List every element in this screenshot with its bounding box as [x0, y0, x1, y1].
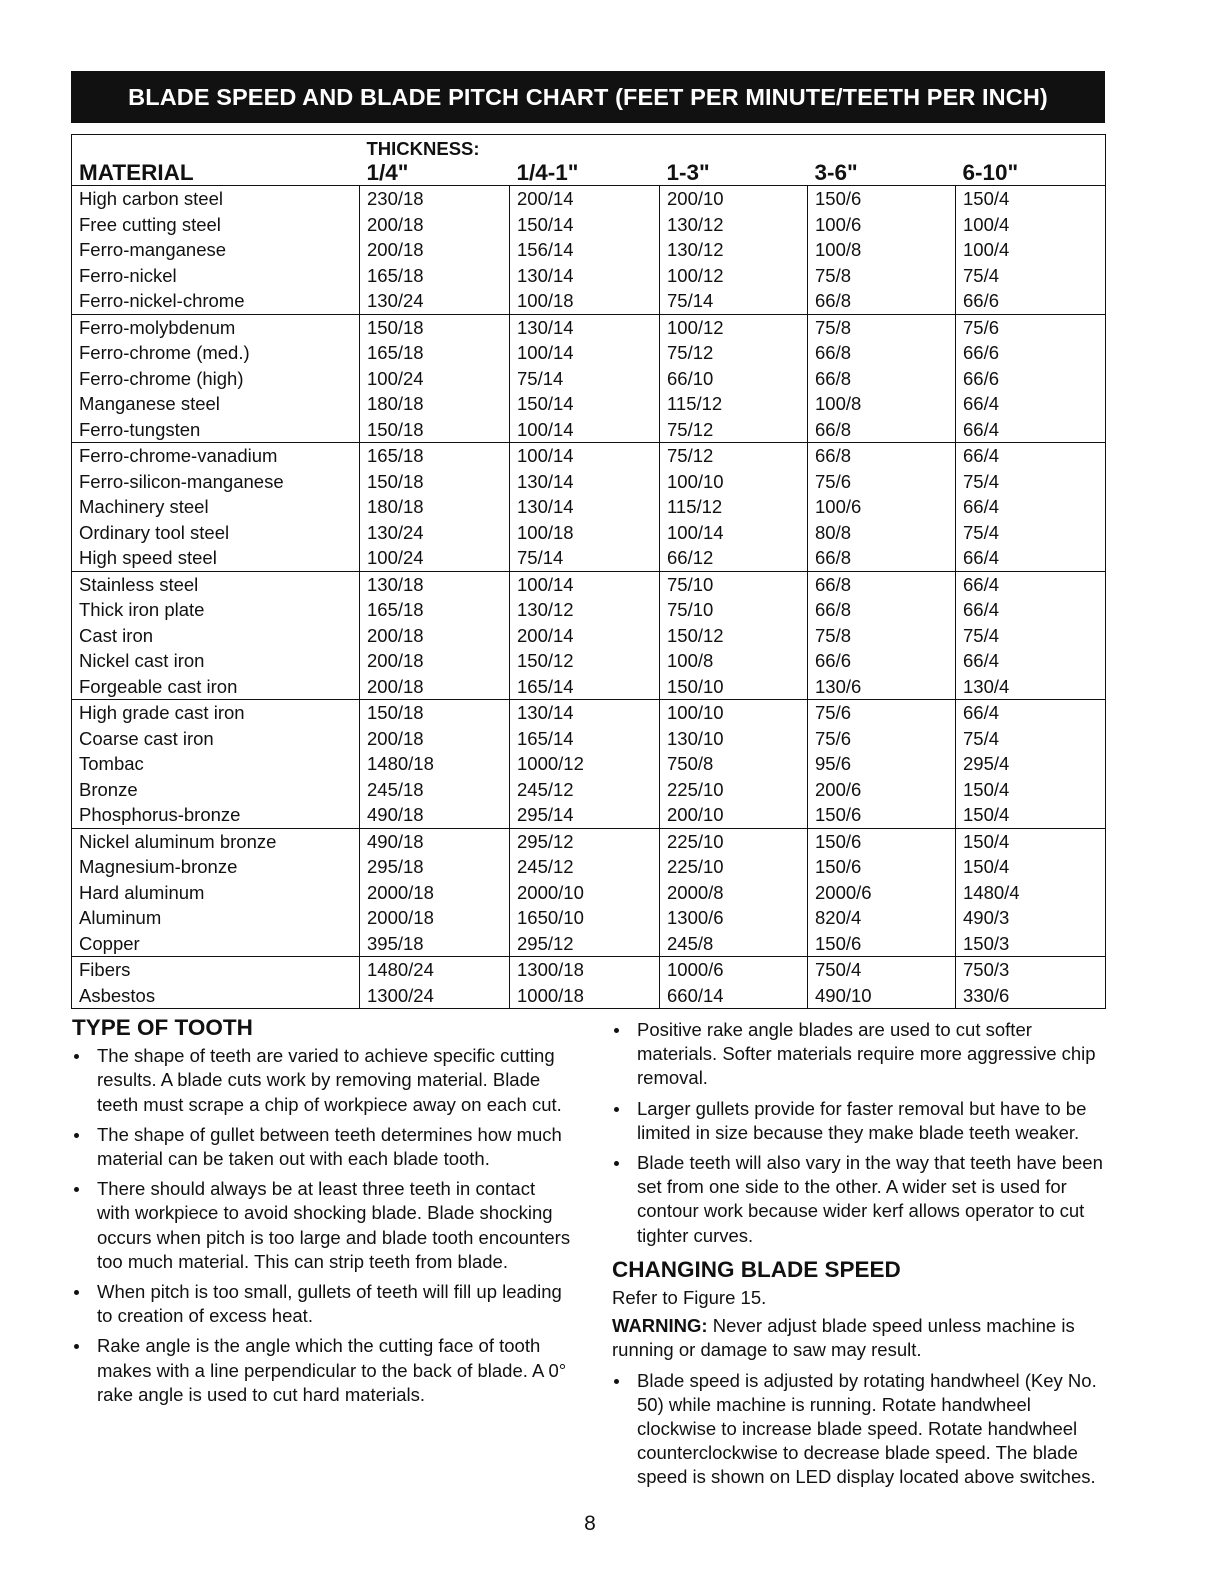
speed-pitch-cell: 100/14 [510, 340, 660, 366]
speed-pitch-cell: 66/4 [956, 443, 1106, 469]
table-row [72, 186, 1106, 212]
speed-pitch-cell: 150/18 [360, 469, 510, 495]
material-cell: Fibers [72, 957, 360, 983]
speed-pitch-cell: 200/18 [360, 648, 510, 674]
type-of-tooth-list [72, 1044, 572, 1407]
material-cell: Cast iron [79, 624, 154, 646]
speed-pitch-cell: 1300/18 [510, 957, 660, 983]
table-row [72, 237, 1106, 263]
material-cell: Manganese steel [79, 393, 220, 414]
speed-pitch-cell: 95/6 [808, 751, 956, 777]
thickness-column-header: 1/4-1" [510, 161, 660, 186]
speed-pitch-cell: 75/14 [660, 288, 808, 314]
table-row [72, 905, 1106, 931]
bullet-item: When pitch is too small, gullets of teeth will fill up leading to creation of excess heat. [72, 1280, 572, 1328]
speed-pitch-cell: 75/6 [808, 700, 956, 726]
speed-pitch-cell: 100/18 [510, 520, 660, 546]
speed-pitch-cell: 130/14 [510, 314, 660, 340]
material-cell: Ferro-tungsten [79, 418, 201, 440]
bullet-item: The shape of teeth are varied to achieve specific cutting results. A blade cuts work by removing material. Blade teeth must scrape a chip of workpiece away on each cut. [72, 1044, 572, 1117]
speed-pitch-cell: 820/4 [808, 905, 956, 931]
speed-pitch-cell: 295/12 [510, 828, 660, 854]
speed-pitch-cell: 165/18 [360, 263, 510, 289]
speed-pitch-cell: 75/12 [660, 340, 808, 366]
speed-pitch-cell: 295/14 [510, 802, 660, 828]
speed-pitch-cell: 150/18 [360, 700, 510, 726]
table-row [72, 469, 1106, 495]
speed-pitch-cell: 150/12 [510, 648, 660, 674]
speed-pitch-cell: 150/4 [956, 854, 1106, 880]
table-row [72, 494, 1106, 520]
speed-pitch-cell: 100/24 [360, 545, 510, 571]
bullet-item: Rake angle is the angle which the cutting face of tooth makes with a line perpendicular to the back of blade. A 0° rake angle is used to cut hard materials. [72, 1334, 572, 1407]
material-cell: Aluminum [79, 907, 162, 928]
speed-pitch-cell: 66/6 [956, 288, 1106, 314]
material-cell: Thick iron plate [79, 599, 205, 620]
speed-pitch-cell: 130/12 [510, 597, 660, 623]
speed-pitch-cell: 100/4 [956, 237, 1106, 263]
speed-pitch-cell: 225/10 [660, 777, 808, 803]
changing-blade-speed-heading: CHANGING BLADE SPEED [612, 1256, 901, 1282]
speed-pitch-cell: 200/6 [808, 777, 956, 803]
speed-pitch-cell: 150/6 [808, 854, 956, 880]
material-cell: Forgeable cast iron [79, 675, 238, 697]
speed-pitch-cell: 490/18 [360, 828, 510, 854]
material-cell: Ordinary tool steel [79, 521, 230, 543]
material-cell: Machinery steel [79, 496, 209, 517]
speed-pitch-cell: 66/4 [956, 417, 1106, 443]
table-row [72, 726, 1106, 752]
thickness-column-header: 1-3" [660, 161, 808, 186]
speed-pitch-cell: 130/14 [510, 700, 660, 726]
thickness-column-header: 6-10" [956, 161, 1106, 186]
speed-pitch-cell: 165/18 [360, 597, 510, 623]
speed-pitch-cell: 150/3 [956, 931, 1106, 957]
speed-pitch-cell: 130/14 [510, 494, 660, 520]
speed-pitch-cell: 1300/6 [660, 905, 808, 931]
speed-pitch-cell: 66/8 [808, 366, 956, 392]
table-row [72, 880, 1106, 906]
table-row [72, 417, 1106, 443]
speed-pitch-cell: 75/14 [510, 366, 660, 392]
speed-pitch-cell: 130/14 [510, 263, 660, 289]
speed-pitch-cell: 200/18 [360, 623, 510, 649]
speed-pitch-cell: 100/18 [510, 288, 660, 314]
material-cell: High grade cast iron [72, 700, 360, 726]
speed-pitch-cell: 100/24 [360, 366, 510, 392]
speed-pitch-cell: 150/12 [660, 623, 808, 649]
speed-pitch-cell: 150/18 [360, 417, 510, 443]
speed-pitch-cell: 75/6 [808, 726, 956, 752]
speed-pitch-cell: 150/6 [808, 802, 956, 828]
speed-pitch-cell: 100/12 [660, 314, 808, 340]
thickness-column-header: 1/4" [360, 161, 510, 186]
bullet-item: The shape of gullet between teeth determines how much material can be taken out with each blade tooth. [72, 1123, 572, 1171]
speed-pitch-cell: 100/10 [660, 469, 808, 495]
table-row [72, 571, 1106, 597]
speed-pitch-cell: 200/18 [360, 726, 510, 752]
speed-pitch-cell: 130/4 [956, 674, 1106, 700]
speed-pitch-cell: 66/4 [956, 494, 1106, 520]
speed-pitch-cell: 75/8 [808, 623, 956, 649]
speed-pitch-cell: 100/14 [510, 443, 660, 469]
speed-pitch-cell: 130/24 [360, 288, 510, 314]
speed-pitch-cell: 660/14 [660, 983, 808, 1009]
table-body [72, 186, 1106, 1009]
speed-pitch-cell: 200/10 [660, 186, 808, 212]
speed-pitch-cell: 75/10 [660, 597, 808, 623]
speed-pitch-cell: 66/4 [956, 597, 1106, 623]
speed-pitch-cell: 130/14 [510, 469, 660, 495]
table-row [72, 674, 1106, 700]
speed-pitch-cell: 150/6 [808, 931, 956, 957]
speed-pitch-cell: 1480/24 [360, 957, 510, 983]
table-row [72, 802, 1106, 828]
speed-pitch-cell: 75/6 [956, 314, 1106, 340]
speed-pitch-cell: 200/14 [510, 623, 660, 649]
material-cell: Phosphorus-bronze [79, 804, 241, 825]
material-cell: Ferro-manganese [79, 239, 227, 260]
speed-pitch-cell: 100/8 [808, 237, 956, 263]
speed-pitch-cell: 66/12 [660, 545, 808, 571]
table-row [72, 314, 1106, 340]
speed-pitch-cell: 130/6 [808, 674, 956, 700]
table-row [72, 828, 1106, 854]
material-cell: Free cutting steel [79, 213, 221, 235]
speed-pitch-cell: 200/10 [660, 802, 808, 828]
table-row [72, 623, 1106, 649]
table-row [72, 443, 1106, 469]
blade-speed-table [71, 134, 1106, 1009]
speed-pitch-cell: 75/4 [956, 469, 1106, 495]
material-cell: Ferro-molybdenum [72, 314, 360, 340]
table-row [72, 648, 1106, 674]
speed-pitch-cell: 115/12 [660, 494, 808, 520]
speed-pitch-cell: 150/14 [510, 212, 660, 238]
table-row [72, 340, 1106, 366]
material-cell: Hard aluminum [79, 881, 205, 903]
speed-pitch-cell: 75/12 [660, 417, 808, 443]
thickness-column-header: 3-6" [808, 161, 956, 186]
material-cell: Asbestos [79, 984, 156, 1006]
page-number: 8 [584, 1512, 596, 1535]
speed-pitch-cell: 225/10 [660, 828, 808, 854]
speed-pitch-cell: 150/4 [956, 777, 1106, 803]
speed-pitch-cell: 100/14 [510, 571, 660, 597]
speed-pitch-cell: 75/14 [510, 545, 660, 571]
material-cell: High speed steel [79, 547, 217, 568]
speed-pitch-cell: 66/4 [956, 571, 1106, 597]
material-cell: Ferro-nickel [79, 264, 177, 286]
speed-pitch-cell: 66/4 [956, 391, 1106, 417]
speed-pitch-cell: 150/4 [956, 802, 1106, 828]
material-cell: Ferro-chrome (high) [79, 367, 244, 389]
table-row [72, 777, 1106, 803]
speed-pitch-cell: 66/6 [956, 340, 1106, 366]
speed-pitch-cell: 150/4 [956, 828, 1106, 854]
speed-pitch-cell: 130/18 [360, 571, 510, 597]
speed-pitch-cell: 750/4 [808, 957, 956, 983]
material-header: MATERIAL [72, 161, 360, 186]
speed-pitch-cell: 66/10 [660, 366, 808, 392]
speed-pitch-cell: 75/4 [956, 726, 1106, 752]
speed-pitch-cell: 150/18 [360, 314, 510, 340]
material-cell: High carbon steel [79, 188, 223, 209]
speed-pitch-cell: 225/10 [660, 854, 808, 880]
table-row [72, 288, 1106, 314]
material-cell: Magnesium-bronze [79, 856, 238, 877]
speed-pitch-cell: 295/4 [956, 751, 1106, 777]
right-column [612, 1018, 1112, 1496]
speed-pitch-cell: 100/6 [808, 494, 956, 520]
speed-pitch-cell: 2000/8 [660, 880, 808, 906]
speed-pitch-cell: 245/12 [510, 777, 660, 803]
speed-pitch-cell: 180/18 [360, 494, 510, 520]
material-cell: Ferro-chrome-vanadium [72, 443, 360, 469]
table-row [72, 931, 1106, 957]
speed-pitch-cell: 1000/12 [510, 751, 660, 777]
speed-pitch-cell: 100/12 [660, 263, 808, 289]
type-of-tooth-section [72, 1016, 572, 1413]
speed-pitch-cell: 230/18 [360, 186, 510, 212]
speed-pitch-cell: 245/12 [510, 854, 660, 880]
table-row [72, 983, 1106, 1009]
speed-pitch-cell: 490/18 [360, 802, 510, 828]
speed-pitch-cell: 66/8 [808, 417, 956, 443]
table-row [72, 263, 1106, 289]
refer-figure-text: Refer to Figure 15. [612, 1287, 767, 1309]
speed-pitch-cell: 75/8 [808, 263, 956, 289]
table-row [72, 391, 1106, 417]
table-row [72, 700, 1106, 726]
speed-pitch-cell: 150/6 [808, 828, 956, 854]
speed-pitch-cell: 200/18 [360, 237, 510, 263]
speed-pitch-cell: 66/8 [808, 597, 956, 623]
speed-pitch-cell: 100/8 [808, 391, 956, 417]
speed-pitch-cell: 165/18 [360, 443, 510, 469]
speed-pitch-cell: 66/6 [956, 366, 1106, 392]
speed-pitch-cell: 150/10 [660, 674, 808, 700]
speed-pitch-cell: 1000/6 [660, 957, 808, 983]
bullet-item: Blade teeth will also vary in the way that teeth have been set from one side to the other. A wider set is used for contour work because wider kerf allows operator to cut tighter curves. [612, 1151, 1112, 1248]
thickness-label: THICKNESS: [366, 138, 480, 159]
material-cell: Ferro-nickel-chrome [79, 290, 245, 311]
material-cell: Stainless steel [72, 571, 360, 597]
table-row [72, 545, 1106, 571]
table-row [72, 366, 1106, 392]
speed-pitch-cell: 490/3 [956, 905, 1106, 931]
speed-pitch-cell: 80/8 [808, 520, 956, 546]
speed-pitch-cell: 66/8 [808, 288, 956, 314]
speed-pitch-cell: 750/8 [660, 751, 808, 777]
warning-label: WARNING: [612, 1315, 708, 1337]
table-row [72, 854, 1106, 880]
speed-pitch-cell: 295/12 [510, 931, 660, 957]
bullet-item: Positive rake angle blades are used to cut softer materials. Softer materials require more aggressive chip removal. [612, 1018, 1112, 1091]
chart-title-banner: BLADE SPEED AND BLADE PITCH CHART (FEET PER MINUTE/TEETH PER INCH) [71, 71, 1105, 123]
speed-pitch-cell: 2000/18 [360, 905, 510, 931]
rake-gullet-list [612, 1018, 1112, 1248]
speed-pitch-cell: 165/18 [360, 340, 510, 366]
speed-pitch-cell: 130/12 [660, 212, 808, 238]
speed-pitch-cell: 156/14 [510, 237, 660, 263]
speed-pitch-cell: 1650/10 [510, 905, 660, 931]
speed-pitch-cell: 245/18 [360, 777, 510, 803]
speed-pitch-cell: 395/18 [360, 931, 510, 957]
speed-pitch-cell: 100/10 [660, 700, 808, 726]
speed-pitch-cell: 75/8 [808, 314, 956, 340]
speed-pitch-cell: 75/4 [956, 623, 1106, 649]
speed-pitch-cell: 245/8 [660, 931, 808, 957]
speed-pitch-cell: 75/6 [808, 469, 956, 495]
warning-text: Never adjust blade speed unless machine is running or damage to saw may result. [612, 1315, 1075, 1361]
speed-pitch-cell: 100/4 [956, 212, 1106, 238]
material-cell: Bronze [79, 778, 138, 800]
speed-pitch-cell: 1000/18 [510, 983, 660, 1009]
material-cell: Nickel aluminum bronze [72, 828, 360, 854]
bullet-item: There should always be at least three teeth in contact with workpiece to avoid shocking blade. Blade shocking occurs when pitch is too large and blade tooth encounters too much material. This can strip teeth from blade. [72, 1177, 572, 1274]
material-cell: Coarse cast iron [79, 727, 214, 749]
speed-pitch-cell: 330/6 [956, 983, 1106, 1009]
speed-pitch-cell: 2000/18 [360, 880, 510, 906]
speed-pitch-cell: 2000/10 [510, 880, 660, 906]
speed-pitch-cell: 2000/6 [808, 880, 956, 906]
table-row [72, 597, 1106, 623]
speed-pitch-cell: 1480/18 [360, 751, 510, 777]
speed-pitch-cell: 490/10 [808, 983, 956, 1009]
table-row [72, 957, 1106, 983]
warning-paragraph [612, 1314, 1112, 1362]
speed-pitch-cell: 100/6 [808, 212, 956, 238]
speed-pitch-cell: 295/18 [360, 854, 510, 880]
speed-pitch-cell: 100/8 [660, 648, 808, 674]
material-cell: Ferro-chrome (med.) [79, 342, 250, 363]
bullet-item: Blade speed is adjusted by rotating handwheel (Key No. 50) while machine is running. Rotate handwheel clockwise to increase blade speed. Rotate handwheel counterclockwise to decrease blade speed. The blade speed is shown on LED display located above switches. [612, 1369, 1112, 1490]
speed-pitch-cell: 75/10 [660, 571, 808, 597]
speed-pitch-cell: 200/18 [360, 674, 510, 700]
table-row [72, 520, 1106, 546]
speed-pitch-cell: 200/18 [360, 212, 510, 238]
speed-pitch-cell: 150/4 [956, 186, 1106, 212]
speed-pitch-cell: 180/18 [360, 391, 510, 417]
blade-speed-list [612, 1369, 1112, 1490]
speed-pitch-cell: 1300/24 [360, 983, 510, 1009]
speed-pitch-cell: 130/10 [660, 726, 808, 752]
speed-pitch-cell: 100/14 [510, 417, 660, 443]
speed-pitch-cell: 150/14 [510, 391, 660, 417]
table-row [72, 212, 1106, 238]
speed-pitch-cell: 200/14 [510, 186, 660, 212]
speed-pitch-cell: 66/4 [956, 700, 1106, 726]
speed-pitch-cell: 66/8 [808, 443, 956, 469]
speed-pitch-cell: 66/4 [956, 648, 1106, 674]
type-of-tooth-heading: TYPE OF TOOTH [72, 1015, 253, 1040]
speed-pitch-cell: 750/3 [956, 957, 1106, 983]
material-cell: Ferro-silicon-manganese [79, 470, 284, 492]
speed-pitch-cell: 165/14 [510, 674, 660, 700]
speed-pitch-cell: 100/14 [660, 520, 808, 546]
speed-pitch-cell: 75/4 [956, 520, 1106, 546]
speed-pitch-cell: 75/4 [956, 263, 1106, 289]
table-row [72, 751, 1106, 777]
speed-pitch-cell: 115/12 [660, 391, 808, 417]
speed-pitch-cell: 150/6 [808, 186, 956, 212]
speed-pitch-cell: 130/12 [660, 237, 808, 263]
speed-pitch-cell: 66/8 [808, 545, 956, 571]
speed-pitch-cell: 1480/4 [956, 880, 1106, 906]
bullet-item: Larger gullets provide for faster removal but have to be limited in size because they make blade teeth weaker. [612, 1097, 1112, 1145]
material-cell: Copper [79, 932, 140, 954]
material-cell: Nickel cast iron [79, 650, 205, 671]
speed-pitch-cell: 75/12 [660, 443, 808, 469]
speed-pitch-cell: 66/4 [956, 545, 1106, 571]
speed-pitch-cell: 165/14 [510, 726, 660, 752]
speed-pitch-cell: 66/8 [808, 340, 956, 366]
speed-pitch-cell: 66/8 [808, 571, 956, 597]
speed-pitch-cell: 130/24 [360, 520, 510, 546]
material-cell: Tombac [79, 753, 144, 774]
speed-pitch-cell: 66/6 [808, 648, 956, 674]
header-blank [72, 135, 360, 162]
